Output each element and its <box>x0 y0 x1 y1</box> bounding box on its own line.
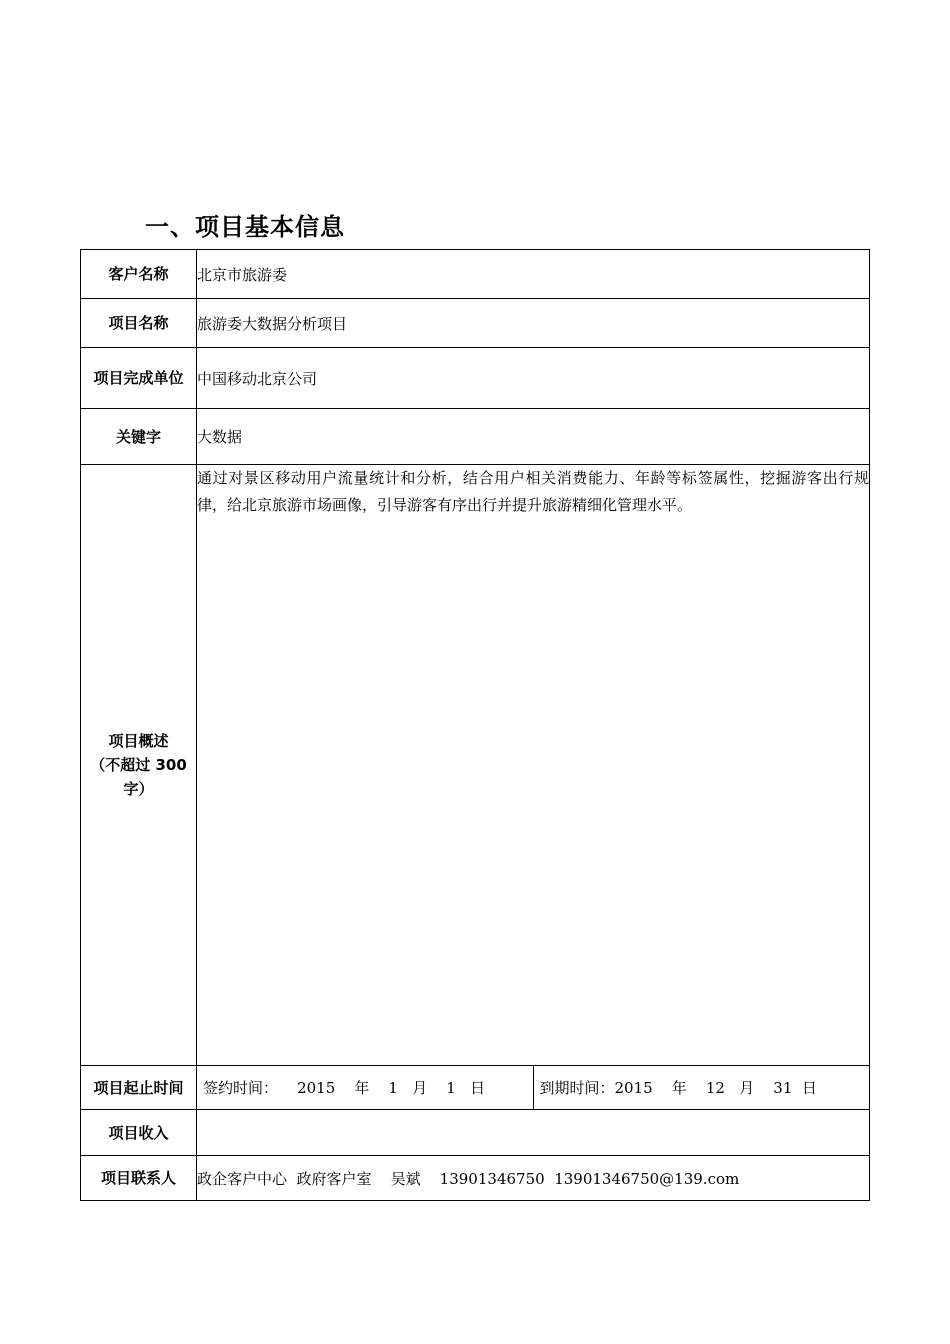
start-date: 签约时间： 2015 年 1 月 1 日 <box>203 1079 486 1097</box>
section-title: 一、项目基本信息 <box>145 213 345 241</box>
table-row <box>81 409 870 465</box>
period-value <box>197 1066 870 1110</box>
table-row <box>81 348 870 409</box>
table-row <box>81 250 870 299</box>
summary-label <box>81 465 197 1066</box>
contact-value: 政企客户中心 政府客户室 吴斌 13901346750 13901346750@139.com <box>197 1156 870 1201</box>
keyword-label: 关键字 <box>81 409 197 465</box>
completion-unit-value: 中国移动北京公司 <box>197 348 870 409</box>
summary-label-line3: 字） <box>123 780 154 798</box>
contact-label: 项目联系人 <box>81 1156 197 1201</box>
income-label: 项目收入 <box>81 1110 197 1156</box>
customer-name-label: 客户名称 <box>81 250 197 299</box>
keyword-value: 大数据 <box>197 409 870 465</box>
table-row <box>81 465 870 1066</box>
table-row <box>81 1066 870 1110</box>
summary-label-line2: （不超过 300 <box>90 756 187 774</box>
customer-name-value: 北京市旅游委 <box>197 250 870 299</box>
table-row <box>81 1110 870 1156</box>
project-name-label: 项目名称 <box>81 299 197 348</box>
table-row <box>81 1156 870 1201</box>
summary-value: 通过对景区移动用户流量统计和分析，结合用户相关消费能力、年龄等标签属性，挖掘游客出行规律，给北京旅游市场画像，引导游客有序出行并提升旅游精细化管理水平。 <box>197 465 870 1066</box>
table-row <box>81 299 870 348</box>
project-name-value: 旅游委大数据分析项目 <box>197 299 870 348</box>
summary-label-line1: 项目概述 <box>108 732 169 750</box>
period-label: 项目起止时间 <box>81 1066 197 1110</box>
end-date: 到期时间：2015 年 12 月 31 日 <box>533 1066 870 1109</box>
income-value <box>197 1110 870 1156</box>
completion-unit-label: 项目完成单位 <box>81 348 197 409</box>
project-info-table <box>80 249 870 1201</box>
